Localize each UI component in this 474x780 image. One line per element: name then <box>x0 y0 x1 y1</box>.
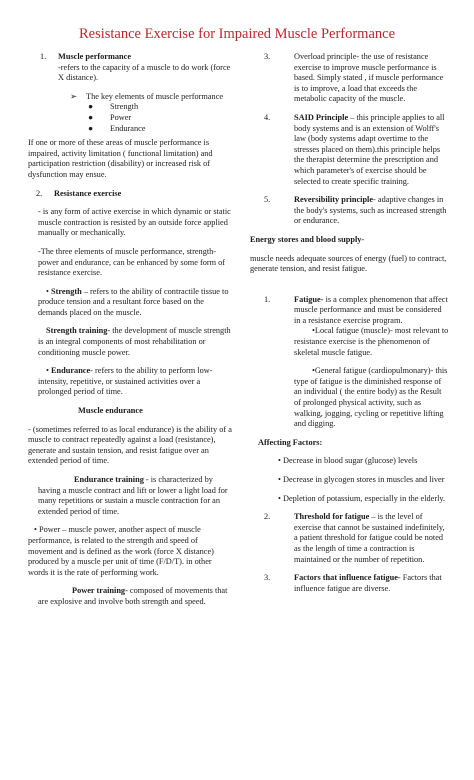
principle-reversibility: 5. Reversibility principle- adaptive changes in the body's systems, such as increased strength or endurance. <box>264 195 447 226</box>
paragraph-strength: • Strength – refers to the ability of contractile tissue to produce tension and a resultant force based on the demands placed on the muscle. <box>38 286 229 317</box>
list-item: • Decrease in glycogen stores in muscles and liver <box>278 475 445 484</box>
left-column <box>28 52 233 608</box>
section-muscle-performance <box>40 52 233 84</box>
heading-muscle-endurance: Muscle endurance <box>78 406 143 416</box>
paragraph-muscle-endurance: - (sometimes referred to as local endurance) is the ability of a muscle to contract repeatedly against a load (resistance), generate and sustain tension, and resist fatigue over an extended period of time. <box>28 424 232 466</box>
paragraph-endurance-training: Endurance training - is characterized by having a muscle contract and lift or lower a light load for many repetitions or sustain a muscle contraction for an extended period of time. <box>38 475 228 516</box>
arrow-bullet-icon: ➢ <box>70 91 77 101</box>
section-body: -refers to the capacity of a muscle to do work (force X distance). <box>58 62 231 83</box>
section-resistance-exercise <box>36 189 233 200</box>
fatigue-threshold-item: 2. Threshold for fatigue – is the level of exercise that cannot be sustained indefinitely, a patient threshold for fatigue could be noted as the length of time a contraction is maintained or the number of repetition. <box>264 512 445 564</box>
right-column <box>250 52 450 594</box>
paragraph-three-elements: -The three elements of muscle performance, strength-power and endurance, can be enhanced by some form of resistance exercise. <box>38 246 226 278</box>
paragraph-power-training: Power training- composed of movements that are explosive and involve both strength and speed. <box>38 586 228 606</box>
list-item: ● Power <box>88 112 132 122</box>
heading-energy-stores: Energy stores and blood supply- <box>250 234 365 244</box>
section-number: 1. <box>40 52 47 61</box>
paragraph-endurance: • Endurance- refers to the ability to perform low- intensity, repetitive, or sustained activities over a prolonged period of time. <box>38 366 213 397</box>
paragraph-energy: muscle needs adequate sources of energy (fuel) to contract, generate tension, and resist fatigue. <box>250 253 447 274</box>
fatigue-item: 1. Fatigue- is a complex phenomenon that affect muscle performance and must be considered in a resistance exercise program. <box>264 294 448 325</box>
list-item: • Depletion of potassium, especially in the elderly. <box>278 493 446 503</box>
principle-said: 4. SAID Principle – this principle applies to all body systems and is an extension of Wolff's law (body systems adapt overtime to the stresses placed on them).this principle helps the therapist determine the prescription and which parameter's of exercise should be selected to create specific training. <box>264 112 445 186</box>
paragraph-power: • Power – muscle power, another aspect of muscle performance, is related to the strength and speed of movement and is defined as the work (force X distance) produced by a muscle per unit of time (F/D/T). in other words it is the rate of performing work. <box>28 525 214 577</box>
paragraph-resistance: - is any form of active exercise in which dynamic or static muscle contraction is resisted by an outside force applied manually or mechanically. <box>38 207 231 238</box>
paragraph-local-fatigue: •Local fatigue (muscle)- most relevant to resistance exercise is the phenomenon of skeletal muscle fatigue. <box>294 326 449 357</box>
key-elements <box>70 92 233 103</box>
list-item: ● Endurance <box>88 123 146 133</box>
page-title: Resistance Exercise for Impaired Muscle Performance <box>78 26 396 42</box>
key-elements-heading: The key elements of muscle performance <box>86 91 224 101</box>
section-heading: Resistance exercise <box>54 188 122 198</box>
list-item: ● Strength <box>88 102 139 112</box>
principle-overload: 3. Overload principle- the use of resistance exercise to improve muscle performance is based. Simply stated , if muscle performance is to improve, a load that exceeds the metabolic capacity of the muscle. <box>264 52 444 104</box>
heading-affecting-factors: Affecting Factors: <box>258 437 323 447</box>
section-heading: Muscle performance <box>58 52 132 61</box>
fatigue-factors-item: 3. Factors that influence fatigue- Factors that influence fatigue are diverse. <box>264 573 442 593</box>
section-number: 2. <box>36 188 43 198</box>
list-item: • Decrease in blood sugar (glucose) levels <box>278 456 418 466</box>
paragraph-impaired: If one or more of these areas of muscle performance is impaired, activity limitation ( functional limitation) and participation restriction (disability) or increased risk of dysfunction may ensue. <box>28 138 213 179</box>
paragraph-strength-training: Strength training- the development of muscle strength is an integral components of most rehabilitation or conditioning muscle power. <box>38 326 231 357</box>
paragraph-general-fatigue: •General fatigue (cardiopulmonary)- this type of fatigue is the diminished response of an individual ( the entire body) as the Result of prolonged physical activity, such as walking, jogging, cycling or repetitive lifting and digging. <box>294 366 448 429</box>
